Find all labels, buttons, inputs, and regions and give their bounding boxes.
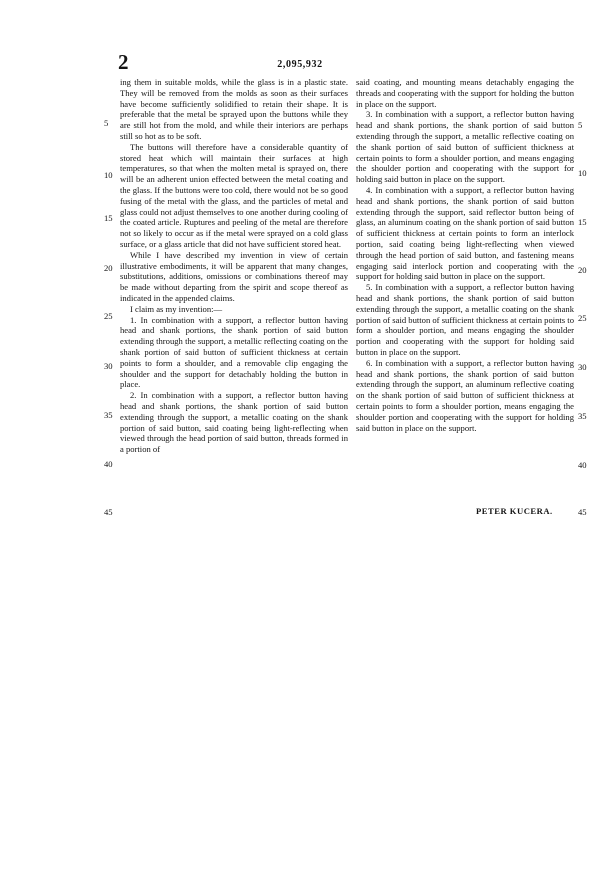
line-number: 20 xyxy=(104,263,113,273)
inventor-signature: PETER KUCERA. xyxy=(476,506,553,516)
line-number: 30 xyxy=(578,362,587,372)
line-number: 25 xyxy=(578,313,587,323)
line-number: 25 xyxy=(104,311,113,321)
line-number: 15 xyxy=(578,217,587,227)
paragraph: While I have described my invention in view of certain illustrative embodiments, it will be apparent that many changes, substitutions, additions, omissions or combinations thereof may be made without departing from the spirit and scope thereof as indicated in the appended claims. xyxy=(120,249,348,303)
claim-3: 3. In combination with a support, a reflector button having head and shank portions, the shank portion of said button extending through the support, a metallic reflective coating on the shank portion of said button of sufficient thickness at certain points to form a shoulder portion, and means engaging the shoulder portion and cooperating with the support for holding said button in place on the support. xyxy=(356,109,574,185)
claim-5: 5. In combination with a support, a reflector button having head and shank portions, the shank portion of said button extending through the support, a metallic coating on the shank portion of said button of sufficient thickness at certain points to form a shoulder portion, and means engaging the shoulder portion and cooperating with the support for holding said button in place on the support. xyxy=(356,282,574,357)
line-number: 30 xyxy=(104,361,113,371)
claim-4: 4. In combination with a support, a reflector button having head and shank portions, the shank portion of said button extending through the support, said reflector button being of glass, an aluminum coating on the shank portion of said button of sufficient thickness at certain points to form an interlock portion, said coating being light-reflecting when viewed through the head portion of said button, and fastening means engaging said interlock portion and cooperating with the support for holding said button in place on the support. xyxy=(356,184,574,282)
line-number: 10 xyxy=(104,170,113,180)
line-number: 40 xyxy=(578,460,587,470)
paragraph: said coating, and mounting means detachably engaging the threads and cooperating with the support for holding the button in place on the support. xyxy=(356,77,574,109)
line-number: 35 xyxy=(578,411,587,421)
line-number: 5 xyxy=(104,118,109,128)
page-number: 2 xyxy=(118,50,129,74)
paragraph: ing them in suitable molds, while the glass is in a plastic state. They will be removed from the molds as soon as their surfaces have become sufficiently solidified to retain their shape. It is preferable that the metal be sprayed upon the buttons while they are still hot from the mold, and while their interiors are perhaps still so hot as to be soft. xyxy=(120,77,348,141)
claim-1: 1. In combination with a support, a reflector button having head and shank portions, the shank portion of said button extending through the support, a metallic reflecting coating on the shank portion of said button of sufficient thickness at certain points to form a shoulder, and a removable clip engaging the shoulder and the support for detachably holding the button in place. xyxy=(120,314,348,390)
line-number: 15 xyxy=(104,213,113,223)
paragraph: The buttons will therefore have a considerable quantity of stored heat which will maintain their surfaces at high temperatures, so that when the molten metal is sprayed on, there will be an adherent union effected between the metal coating and the glass. If the buttons were too cold, there would not be so good fusing of the metal with the glass, and the particles of metal and glass could not adjust themselves to one another during cooling of the coated article. Ruptures and peeling of the metal are therefore not so likely to occur as if the metal were sprayed on a cold glass surface, or a glass article that did not have sufficient stored heat. xyxy=(120,141,348,249)
line-number: 40 xyxy=(104,459,113,469)
line-number: 35 xyxy=(104,410,113,420)
right-column xyxy=(356,77,574,433)
line-number: 5 xyxy=(578,120,583,130)
left-column xyxy=(120,77,348,455)
claim-6: 6. In combination with a support, a reflector button having head and shank portions, the shank portion of said button extending through the support, an aluminum reflective coating on the shank portion of said button of sufficient thickness at certain points to form a shoulder portion, means engaging the shoulder portion and cooperating with the support for holding said button in place on the support. xyxy=(356,357,574,433)
line-number: 45 xyxy=(578,507,587,517)
line-number: 45 xyxy=(104,507,113,517)
claim-2: 2. In combination with a support, a reflector button having head and shank portions, the shank portion of said button extending through the support, a metallic coating on the shank portion of said button, said coating being light-reflecting when viewed through the head portion of said button, threads formed in a portion of xyxy=(120,390,348,455)
patent-number: 2,095,932 xyxy=(277,59,323,70)
claims-intro: I claim as my invention:— xyxy=(130,303,223,314)
line-number: 10 xyxy=(578,168,587,178)
line-number: 20 xyxy=(578,265,587,275)
